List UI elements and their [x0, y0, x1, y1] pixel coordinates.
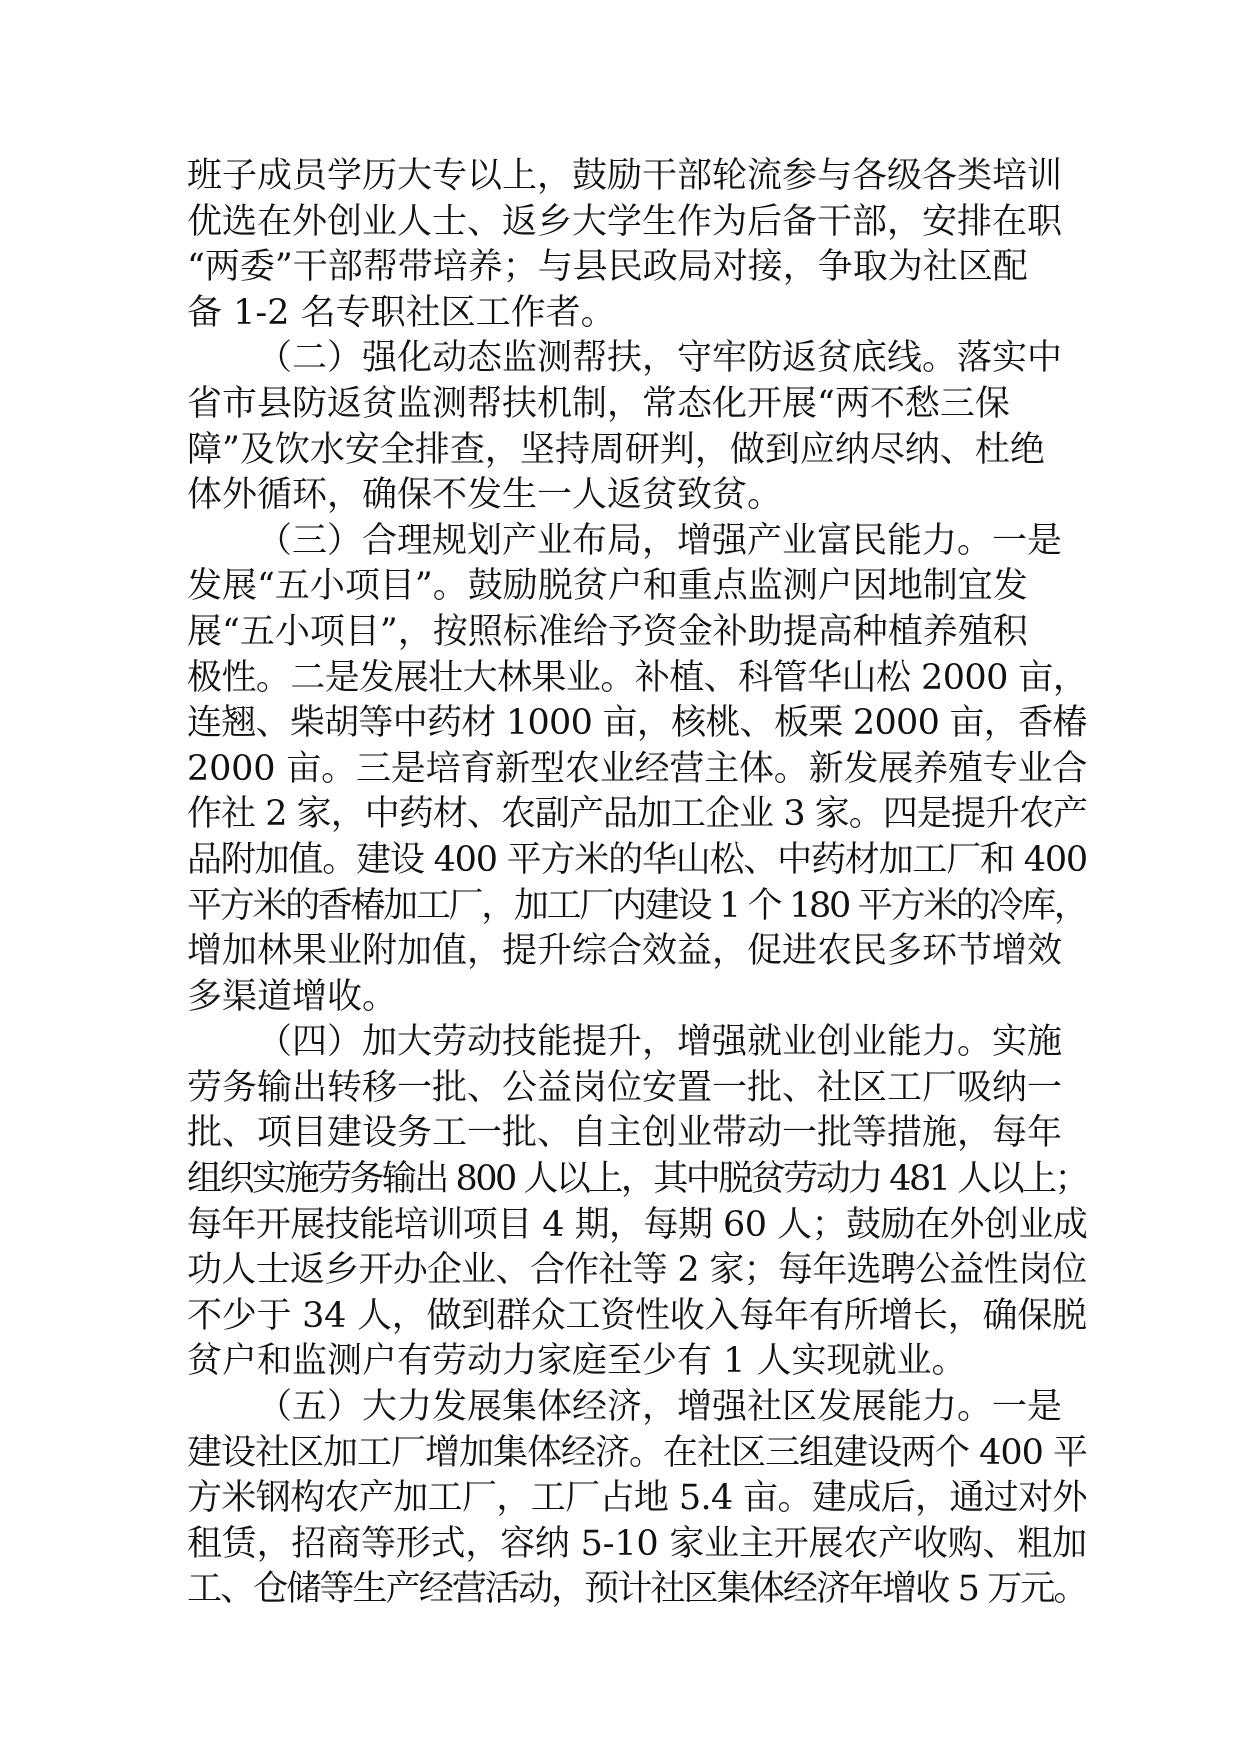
text-line: 工、仓储等生产经营活动，预计社区集体经济年增收 5 万元。	[187, 1569, 1087, 1610]
text-line: 方米钢构农产加工厂，工厂占地 5.4 亩。建成后，通过对外	[187, 1478, 1087, 1519]
text-line: 平方米的香椿加工厂，加工厂内建设 1 个 180 平方米的冷库，	[187, 885, 1087, 926]
paragraph-section-5	[187, 1385, 1087, 1613]
text-line: 租赁，招商等形式，容纳 5-10 家业主开展农产收购、粗加	[187, 1523, 1087, 1564]
paragraph-section-2	[187, 336, 1087, 518]
text-line: 备 1-2 名专职社区工作者。	[187, 292, 616, 333]
text-line: 障”及饮水安全排查，坚持周研判，做到应纳尽纳、杜绝	[187, 429, 1045, 470]
text-line: 班子成员学历大专以上，鼓励干部轮流参与各级各类培训	[187, 156, 1063, 196]
text-line: 2000 亩。三是培育新型农业经营主体。新发展养殖专业合	[187, 748, 1088, 789]
text-line: 极性。二是发展壮大林果业。补植、科管华山松 2000 亩，	[187, 657, 1088, 698]
text-line: 建设社区加工厂增加集体经济。在社区三组建设两个 400 平	[187, 1432, 1088, 1473]
text-line: 发展“五小项目”。鼓励脱贫户和重点监测户因地制宜发	[187, 566, 1028, 607]
document-page	[187, 154, 1087, 1613]
text-line: 组织实施劳务输出 800 人以上，其中脱贫劳动力 481 人以上；	[187, 1159, 1088, 1200]
text-line: 功人士返乡开办企业、合作社等 2 家；每年选聘公益性岗位	[187, 1250, 1087, 1291]
text-line: （四）加大劳动技能提升，增强就业创业能力。实施	[257, 1022, 1063, 1063]
text-line: （三）合理规划产业布局，增强产业富民能力。一是	[257, 520, 1063, 561]
paragraph-continuation	[187, 154, 1087, 336]
paragraph-section-4	[187, 1020, 1087, 1385]
paragraph-section-3	[187, 519, 1087, 1021]
text-line: 优选在外创业人士、返乡大学生作为后备干部，安排在职	[187, 201, 1063, 242]
text-line: （二）强化动态监测帮扶，守牢防返贫底线。落实中	[257, 338, 1063, 379]
text-line: 批、项目建设务工一批、自主创业带动一批等措施，每年	[187, 1113, 1063, 1154]
text-line: 不少于 34 人，做到群众工资性收入每年有所增长，确保脱	[187, 1295, 1087, 1336]
text-line: 品附加值。建设 400 平方米的华山松、中药材加工厂和 400	[187, 839, 1087, 880]
text-line: 多渠道增收。	[187, 976, 398, 1017]
text-line: 劳务输出转移一批、公益岗位安置一批、社区工厂吸纳一	[187, 1067, 1063, 1108]
text-line: 作社 2 家，中药材、农副产品加工企业 3 家。四是提升农产	[187, 794, 1088, 835]
text-line: （五）大力发展集体经济，增强社区发展能力。一是	[257, 1387, 1063, 1428]
text-line: 省市县防返贫监测帮扶机制，常态化开展“两不愁三保	[187, 383, 1010, 424]
text-line: 增加林果业附加值，提升综合效益，促进农民多环节增效	[187, 931, 1063, 972]
text-line: 体外循环，确保不发生一人返贫致贫。	[187, 475, 783, 516]
text-line: 每年开展技能培训项目 4 期，每期 60 人；鼓励在外创业成	[187, 1204, 1088, 1245]
text-line: “两委”干部帮带培养；与县民政局对接，争取为社区配	[187, 247, 1028, 288]
text-line: 展“五小项目”，按照标准给予资金补助提高种植养殖积	[187, 611, 1028, 652]
text-line: 连翘、柴胡等中药材 1000 亩，核桃、板栗 2000 亩，香椿	[187, 703, 1087, 744]
text-line: 贫户和监测户有劳动力家庭至少有 1 人实现就业。	[187, 1341, 967, 1382]
